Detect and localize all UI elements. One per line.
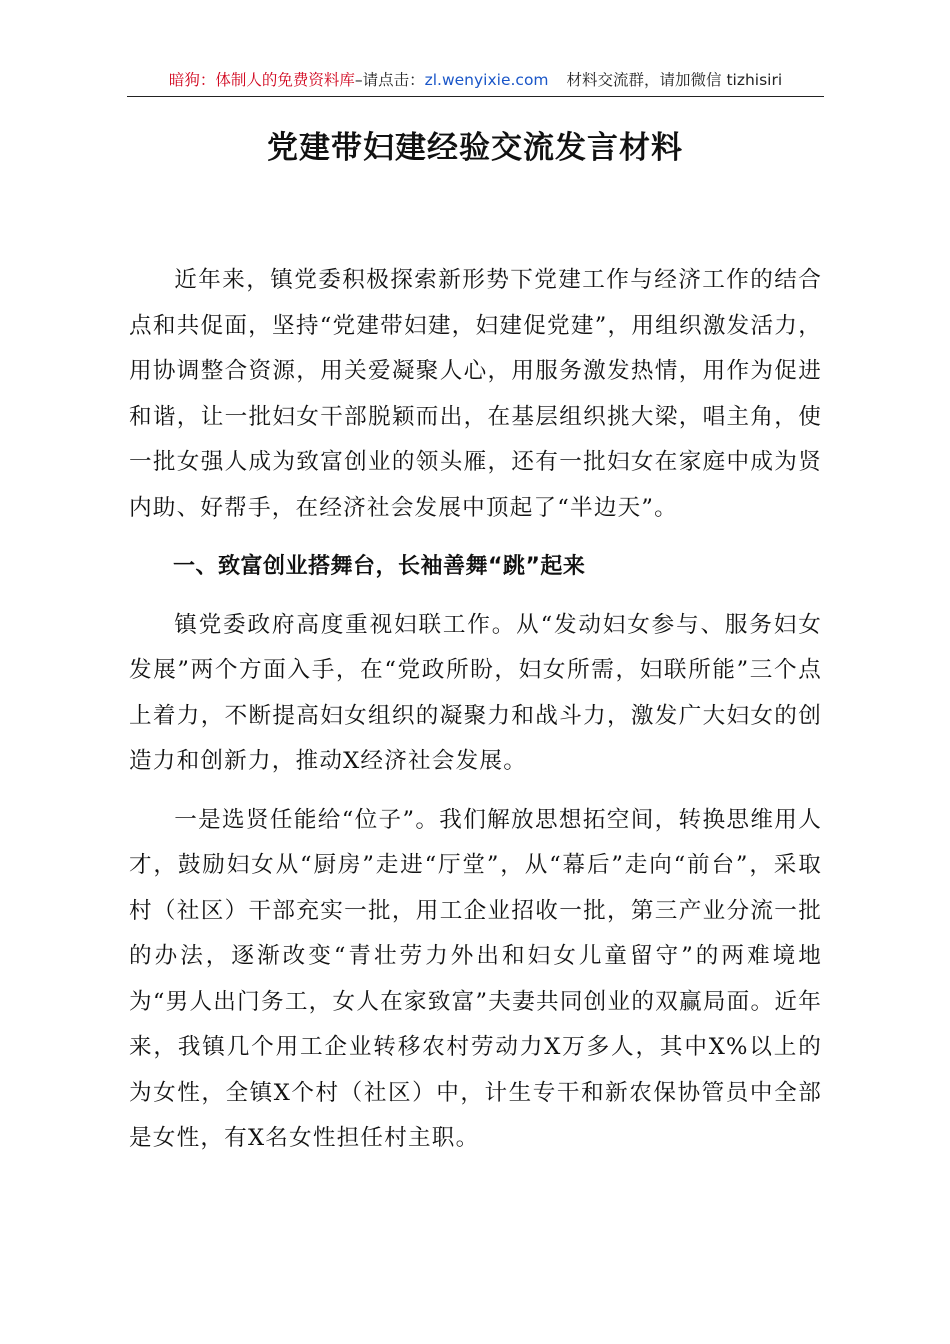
page-header [127,66,824,97]
document-body [129,258,822,1162]
site-label: 暗狗：体制人的免费资料库 [168,71,355,89]
site-url-link[interactable]: zl.wenyixie.com [424,71,549,89]
wechat-note: 材料交流群，请加微信 tizhisiri [566,71,783,89]
document-title: 党建带妇建经验交流发言材料 [267,130,683,166]
section1-paragraph-2: 一是选贤任能给“位子”。我们解放思想拓空间，转换思维用人才，鼓励妇女从“厨房”走进“厅堂”，从“幕后”走向“前台”，采取村（社区）干部充实一批，用工企业招收一批，第三产业分流一批的办法，逐渐改变“青壮劳力外出和妇女儿童留守”的两难境地为“男人出门务工，女人在家致富”夫妻共同创业的双赢局面。近年来，我镇几个用工企业转移农村劳动力X万多人，其中X%以上的为女性，全镇X个村（社区）中，计生专干和新农保协管员中全部是女性，有X名女性担任村主职。 [129,806,822,1151]
section-heading-1: 一、致富创业搭舞台，长袖善舞“跳”起来 [173,554,586,579]
intro-paragraph: 近年来，镇党委积极探索新形势下党建工作与经济工作的结合点和共促面，坚持“党建带妇建，妇建促党建”，用组织激发活力，用协调整合资源，用关爱凝聚人心，用服务激发热情，用作为促进和谐，让一批妇女干部脱颖而出，在基层组织挑大梁，唱主角，使一批女强人成为致富创业的领头雁，还有一批妇女在家庭中成为贤内助、好帮手，在经济社会发展中顶起了“半边天”。 [129,267,822,521]
click-prompt: –请点击： [354,71,425,89]
section1-paragraph-1: 镇党委政府高度重视妇联工作。从“发动妇女参与、服务妇女发展”两个方面入手，在“党政所盼，妇女所需，妇联所能”三个点上着力，不断提高妇女组织的凝聚力和战斗力，激发广大妇女的创造力和创新力，推动X经济社会发展。 [129,611,822,774]
